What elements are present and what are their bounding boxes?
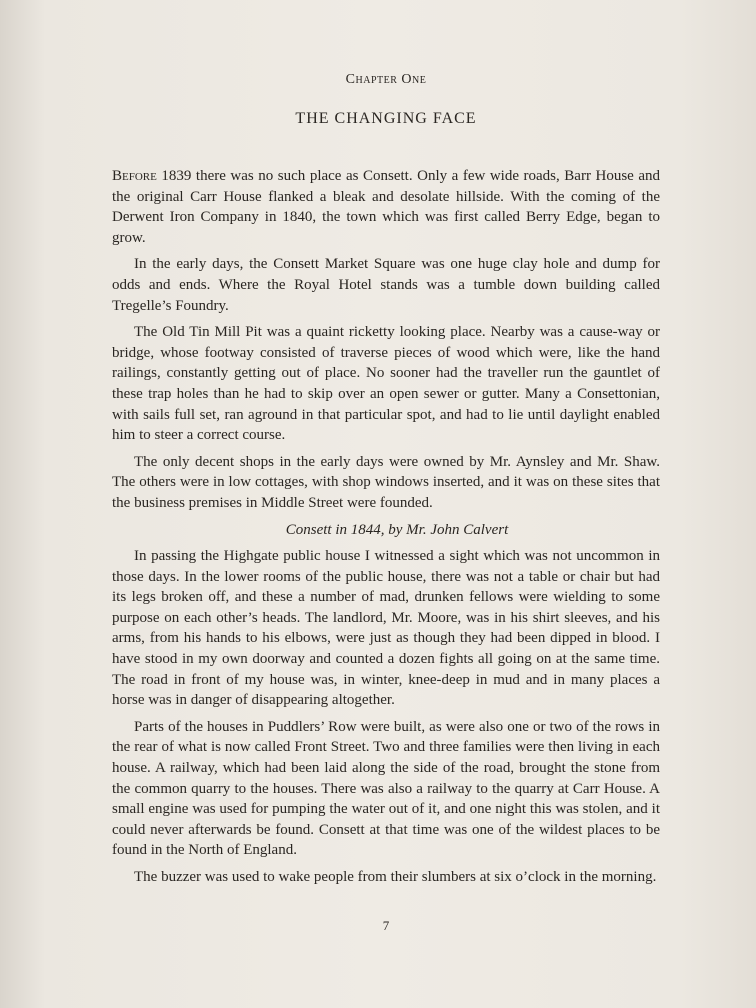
- paragraph-1: [112, 166, 660, 248]
- paragraph-7: The buzzer was used to wake people from their slumbers at six o’clock in the morning.: [134, 869, 657, 885]
- paragraph-6: Parts of the houses in Puddlers’ Row were built, as were also one or two of the rows in the rear of what is now called Front Street. Two and three families were then living in each house. A railway, which had been laid along the side of the road, brought the stone from the common quarry to the houses. There was also a railway to the quarry at Carr House. A small engine was used for pumping the water out of it, and one night this was stolen, and it could never afterwards be found. Consett at that time was one of the wildest places to be found in the North of England.: [112, 718, 660, 859]
- paragraph-3: The Old Tin Mill Pit was a quaint ricketty looking place. Nearby was a cause-way or bridge, whose footway consisted of traverse pieces of wood which were, like the hand railings, constantly getting out of place. No sooner had the traveller run the gauntlet of these trap holes than he had to skip over an open sewer or gutter. Many a Consettonian, with sails full set, ran aground in that particular spot, and had to lie until daylight enabled him to steer a correct course.: [112, 324, 660, 444]
- chapter-title: THE CHANGING FACE: [295, 110, 477, 127]
- paragraph-5: In passing the Highgate public house I witnessed a sight which was not uncommon in those days. In the lower rooms of the public house, there was not a table or chair but had its legs broken off, and these a number of mad, drunken fellows were wielding to some purpose on each other’s heads. The landlord, Mr. Moore, was in his shirt sleeves, and his arms, from his hands to his elbows, were just as though they had been dipped in blood. I have stood in my own doorway and counted a dozen fights all going on at the same time. The road in front of my house was, in winter, knee-deep in mud and in many places a horse was in danger of disappearing altogether.: [112, 548, 660, 709]
- book-page: [112, 0, 660, 1008]
- lead-word: Before: [112, 168, 157, 184]
- section-subheading: Consett in 1844, by Mr. John Calvert: [285, 521, 509, 538]
- page-number: 7: [382, 918, 390, 933]
- paragraph-1-text: 1839 there was no such place as Consett. Only a few wide roads, Barr House and the original Carr House flanked a bleak and desolate hillside. With the coming of the Derwent Iron Company in 1840, the town which was first called Berry Edge, began to grow.: [112, 168, 660, 246]
- chapter-label: Chapter One: [345, 72, 427, 87]
- body-text: [112, 166, 660, 894]
- paragraph-2: In the early days, the Consett Market Square was one huge clay hole and dump for odds and ends. Where the Royal Hotel stands was a tumble down building called Tregelle’s Foundry.: [112, 256, 660, 314]
- paragraph-4: The only decent shops in the early days were owned by Mr. Aynsley and Mr. Shaw. The others were in low cottages, with shop windows inserted, and it was on these sites that the business premises in Middle Street were founded.: [112, 453, 660, 511]
